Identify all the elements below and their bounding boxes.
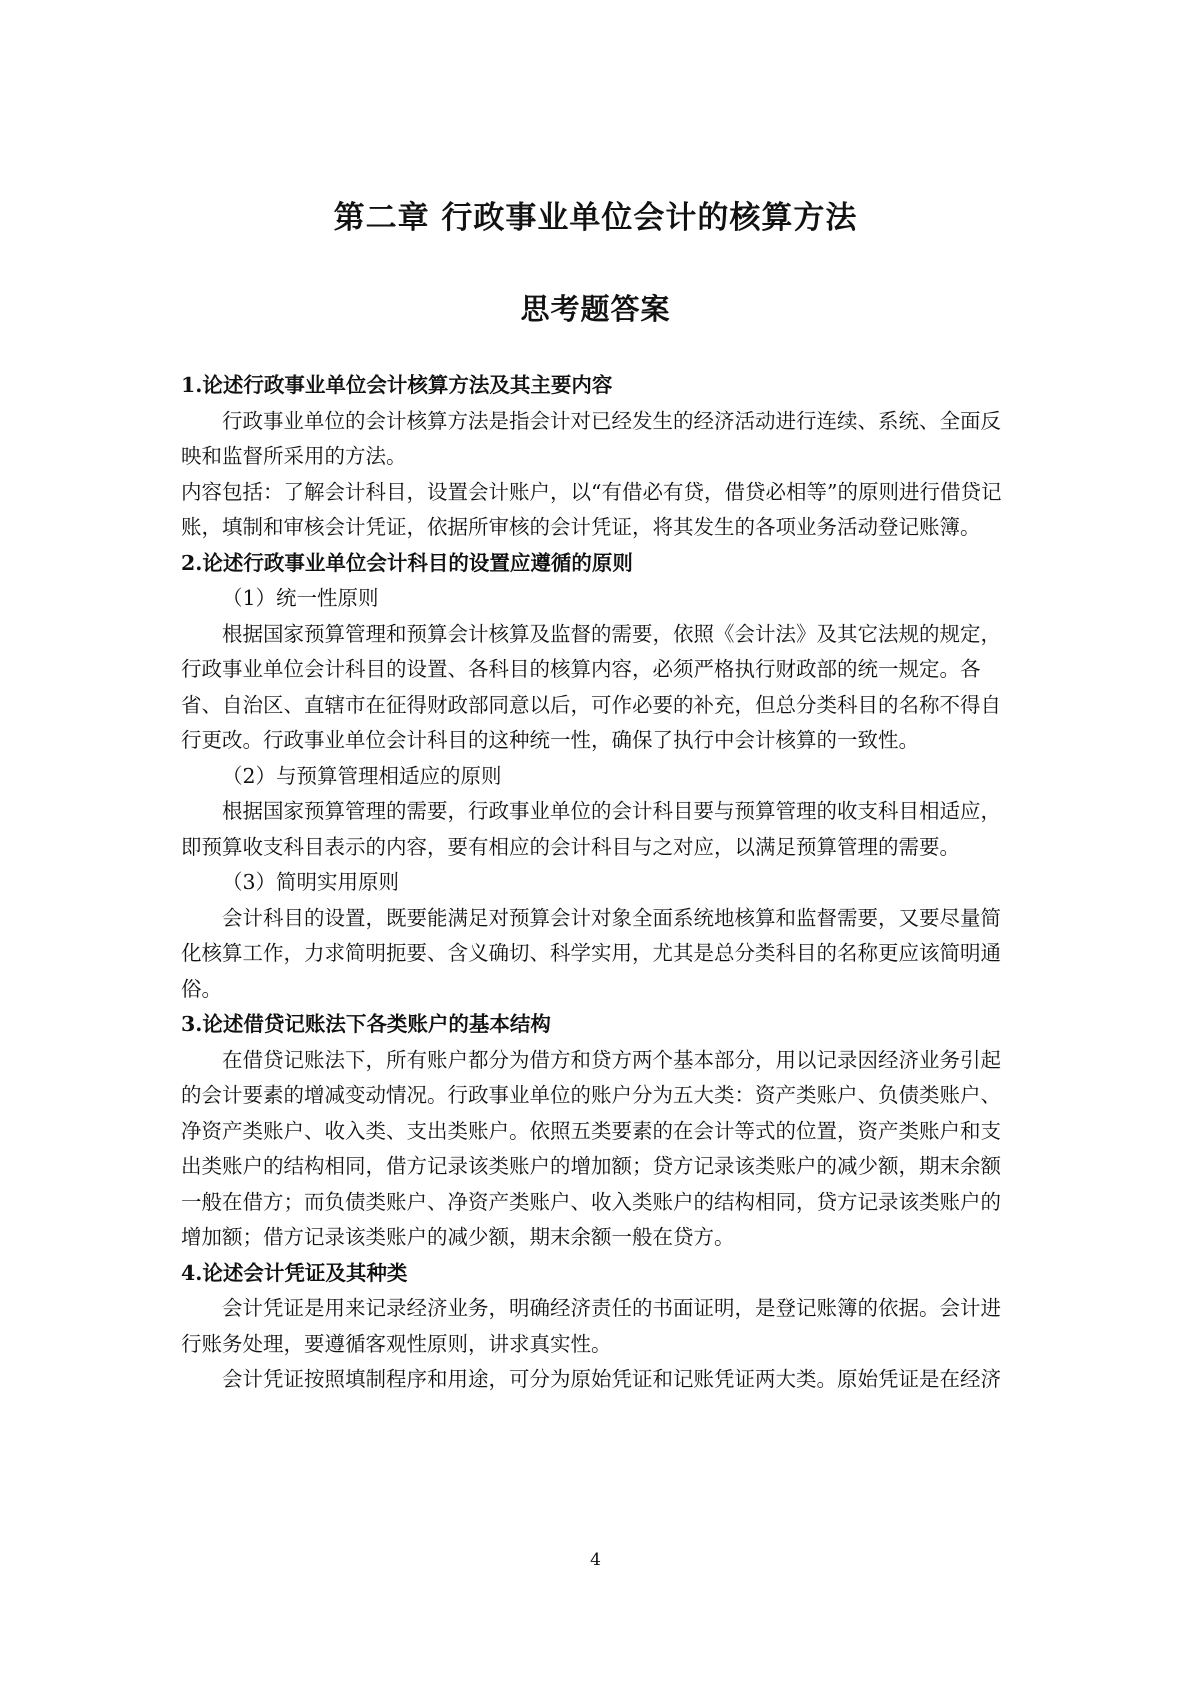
sub-heading: （2）与预算管理相适应的原则 [222, 763, 502, 788]
paragraph: 行政事业单位的会计核算方法是指会计对已经发生的经济活动进行连续、系统、全面反映和监督所采用的方法。 [181, 408, 1001, 468]
section-2 [181, 546, 1016, 1008]
section-heading: 3.论述借贷记账法下各类账户的基本结构 [181, 1012, 551, 1036]
paragraph: 会计凭证按照填制程序和用途，可分为原始凭证和记账凭证两大类。原始凭证是在经济 [222, 1367, 1001, 1391]
section-4 [181, 1256, 1016, 1398]
chapter-title: 第二章 行政事业单位会计的核算方法 [333, 200, 858, 236]
sub-heading: （3）简明实用原则 [222, 870, 400, 894]
paragraph: 会计科目的设置，既要能满足对预算会计对象全面系统地核算和监督需要，又要尽量简化核算工作，力求简明扼要、含义确切、科学实用，尤其是总分类科目的名称更应该简明通俗。 [181, 905, 1001, 1001]
document-body [181, 368, 1016, 1398]
sub-heading: （1）统一性原则 [222, 586, 379, 610]
paragraph: 内容包括：了解会计科目，设置会计账户，以“有借必有贷，借贷必相等”的原则进行借贷记账，填制和审核会计凭证，依据所审核的会计凭证，将其发生的各项业务活动登记账簿。 [181, 479, 1002, 539]
section-heading: 4.论述会计凭证及其种类 [181, 1260, 408, 1285]
page-subtitle: 思考题答案 [520, 292, 671, 326]
section-1 [181, 368, 1016, 546]
paragraph: 根据国家预算管理和预算会计核算及监督的需要，依照《会计法》及其它法规的规定，行政事业单位会计科目的设置、各科目的核算内容，必须严格执行财政部的统一规定。各省、自治区、直辖市在征得财政部同意以后，可作必要的补充，但总分类科目的名称不得自行更改。行政事业单位会计科目的这种统一性，确保了执行中会计核算的一致性。 [181, 621, 1001, 752]
page-number: 4 [590, 1550, 601, 1570]
section-heading: 1.论述行政事业单位会计核算方法及其主要内容 [181, 373, 613, 397]
paragraph: 根据国家预算管理的需要，行政事业单位的会计科目要与预算管理的收支科目相适应，即预算收支科目表示的内容，要有相应的会计科目与之对应，以满足预算管理的需要。 [181, 799, 1001, 859]
section-heading: 2.论述行政事业单位会计科目的设置应遵循的原则 [181, 550, 633, 575]
paragraph: 会计凭证是用来记录经济业务，明确经济责任的书面证明，是登记账簿的依据。会计进行账务处理，要遵循客观性原则，讲求真实性。 [181, 1296, 1001, 1356]
section-3 [181, 1007, 1016, 1256]
paragraph: 在借贷记账法下，所有账户都分为借方和贷方两个基本部分，用以记录因经济业务引起的会计要素的增减变动情况。行政事业单位的账户分为五大类：资产类账户、负债类账户、净资产类账户、收入类、支出类账户。依照五类要素的在会计等式的位置，资产类账户和支出类账户的结构相同，借方记录该类账户的增加额；贷方记录该类账户的减少额，期末余额一般在借方；而负债类账户、净资产类账户、收入类账户的结构相同，贷方记录该类账户的增加额；借方记录该类账户的减少额，期末余额一般在贷方。 [181, 1047, 1001, 1249]
